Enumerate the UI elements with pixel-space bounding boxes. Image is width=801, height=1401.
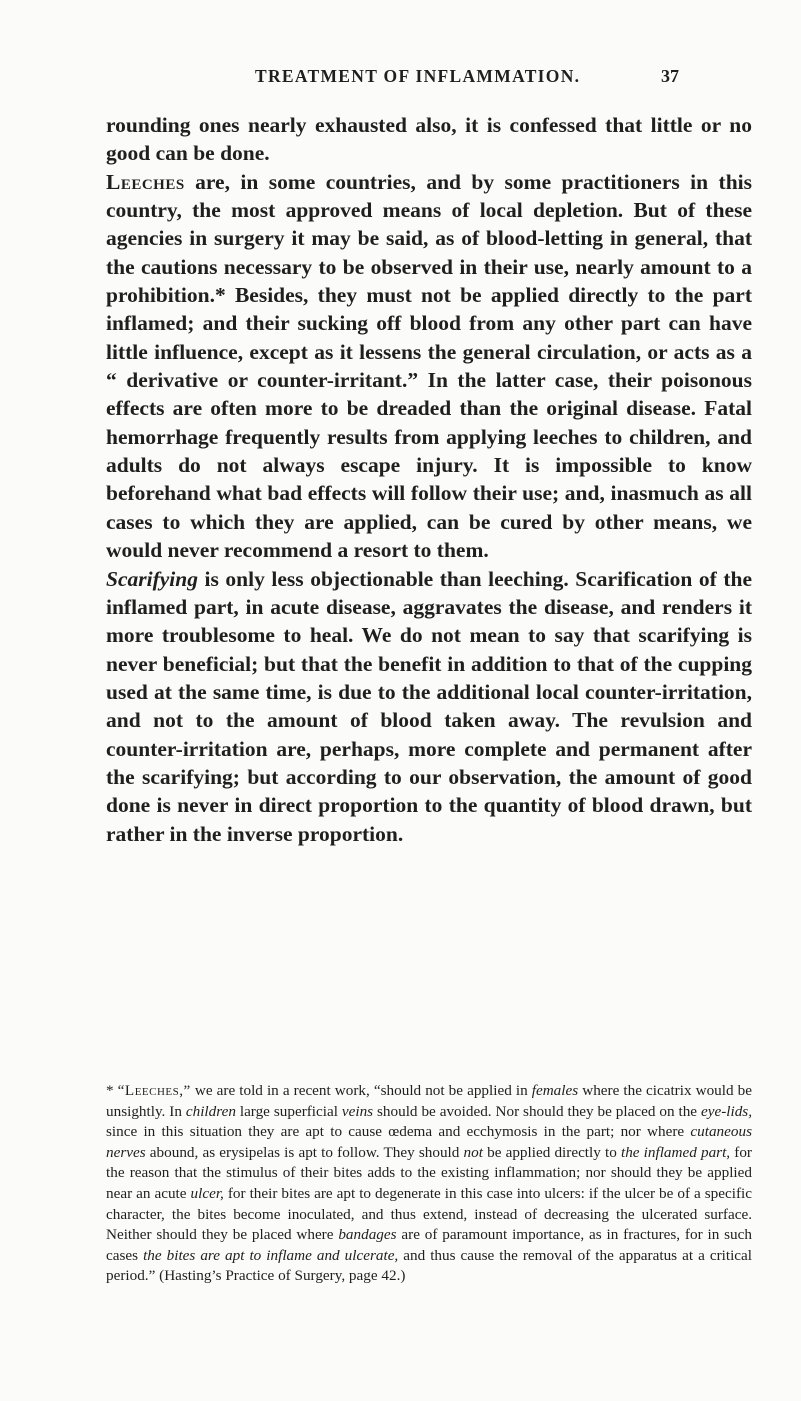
footnote-italic: bandages <box>338 1226 397 1244</box>
footnote-text: and thus cause the removal of the apparatus at a critical period.” (Hasting’s Practice of Surgery, page 42.) <box>106 1246 752 1285</box>
footnote-italic: veins <box>341 1102 374 1120</box>
footnote-text: for their bites are apt to degenerate in this case into ulcers: if the ulcer be of a specific character, the bites become inoculated, and thus extend, instead of decreasing the ulcerated surface. Neither should they be placed where <box>106 1184 752 1244</box>
footnote-text: large superficial <box>235 1102 342 1120</box>
footnote-italic: cutaneous nerves <box>106 1123 752 1161</box>
footnote-mark: * <box>106 1082 114 1099</box>
footnote-paragraph <box>106 1081 752 1287</box>
paragraph-leeches <box>106 168 752 565</box>
paragraph-1-text: rounding ones nearly exhausted also, it is confessed that little or no good can be done. <box>106 113 752 166</box>
footnote-italic: eye-lids, <box>700 1102 752 1120</box>
paragraph-scarifying <box>106 565 752 848</box>
scarifying-heading: Scarifying <box>106 566 198 591</box>
footnote-italic: females <box>531 1082 579 1099</box>
running-title: TREATMENT OF INFLAMMATION. <box>255 66 581 86</box>
footnote-text: be applied directly to <box>482 1143 621 1161</box>
footnote-text: for the reason that the stimulus of their bites adds to the existing inflammation; nor should they be applied near an acute <box>106 1143 752 1202</box>
footnote-text: where the cicatrix would be unsightly. In <box>106 1082 752 1120</box>
page-number: 37 <box>661 66 679 86</box>
footnote-text: abound, as erysipelas is apt to follow. They should <box>145 1143 464 1161</box>
footnote-reference-mark: * <box>214 283 226 308</box>
paragraph-3-text: is only less objectionable than leeching. Scarification of the inflamed part, in acute disease, aggravates the disease, and renders it more troublesome to heal. We do not mean to say that scarifying is never beneficial; but that the benefit in addition to that of the cupping used at the same time, is due to the additional local counter-irritation, and not to the amount of blood taken away. The revulsion and counter-irritation are, perhaps, more complete and permanent after the scarifying; but according to our observation, the amount of good done is never in direct proportion to the quantity of blood drawn, but rather in the inverse proportion. <box>106 566 752 846</box>
paragraph-2-text-b: Besides, they must not be applied directly to the part inflamed; and their sucking off blood from any other part can have little influence, except as it lessens the general circulation, or acts as a “ derivative or counter-irritant.” In the latter case, their poisonous effects are often more to be dreaded than the original disease. Fatal hemorrhage frequently results from applying leeches to children, and adults do not always escape injury. It is impossible to know beforehand what bad effects will follow their use; and, inasmuch as all cases to which they are applied, can be cured by other means, we would never recommend a resort to them. <box>106 283 752 563</box>
footnote-text: since in this situation they are apt to cause œdema and ecchymosis in the part; nor where <box>106 1123 691 1141</box>
paragraph-continuation <box>106 111 752 168</box>
footnote-italic: ulcer, <box>190 1184 224 1202</box>
footnote-italic: the bites are apt to inflame and ulcerate, <box>143 1246 399 1264</box>
footnote-italic: not <box>463 1143 483 1161</box>
footnote-italic: the inflamed part, <box>620 1143 731 1161</box>
body-text <box>106 111 752 848</box>
leeches-heading: Leeches <box>106 169 185 194</box>
footnote-text: should be avoided. Nor should they be placed on the <box>373 1102 701 1120</box>
footnote <box>106 1081 752 1287</box>
footnote-text: we are told in a recent work, “should not be applied in <box>190 1082 532 1099</box>
footnote-text: are of paramount importance, as in fractures, for in such cases <box>106 1226 752 1264</box>
paragraph-2-text-a: are, in some countries, and by some practitioners in this country, the most approved means of local depletion. But of these agencies in surgery it may be said, as of blood-letting in general, that the cautions necessary to be observed in their use, nearly amount to a prohibition. <box>106 169 752 308</box>
footnote-italic: children <box>185 1102 236 1120</box>
running-head <box>0 66 801 90</box>
footnote-lead: “Leeches,” <box>117 1082 191 1099</box>
